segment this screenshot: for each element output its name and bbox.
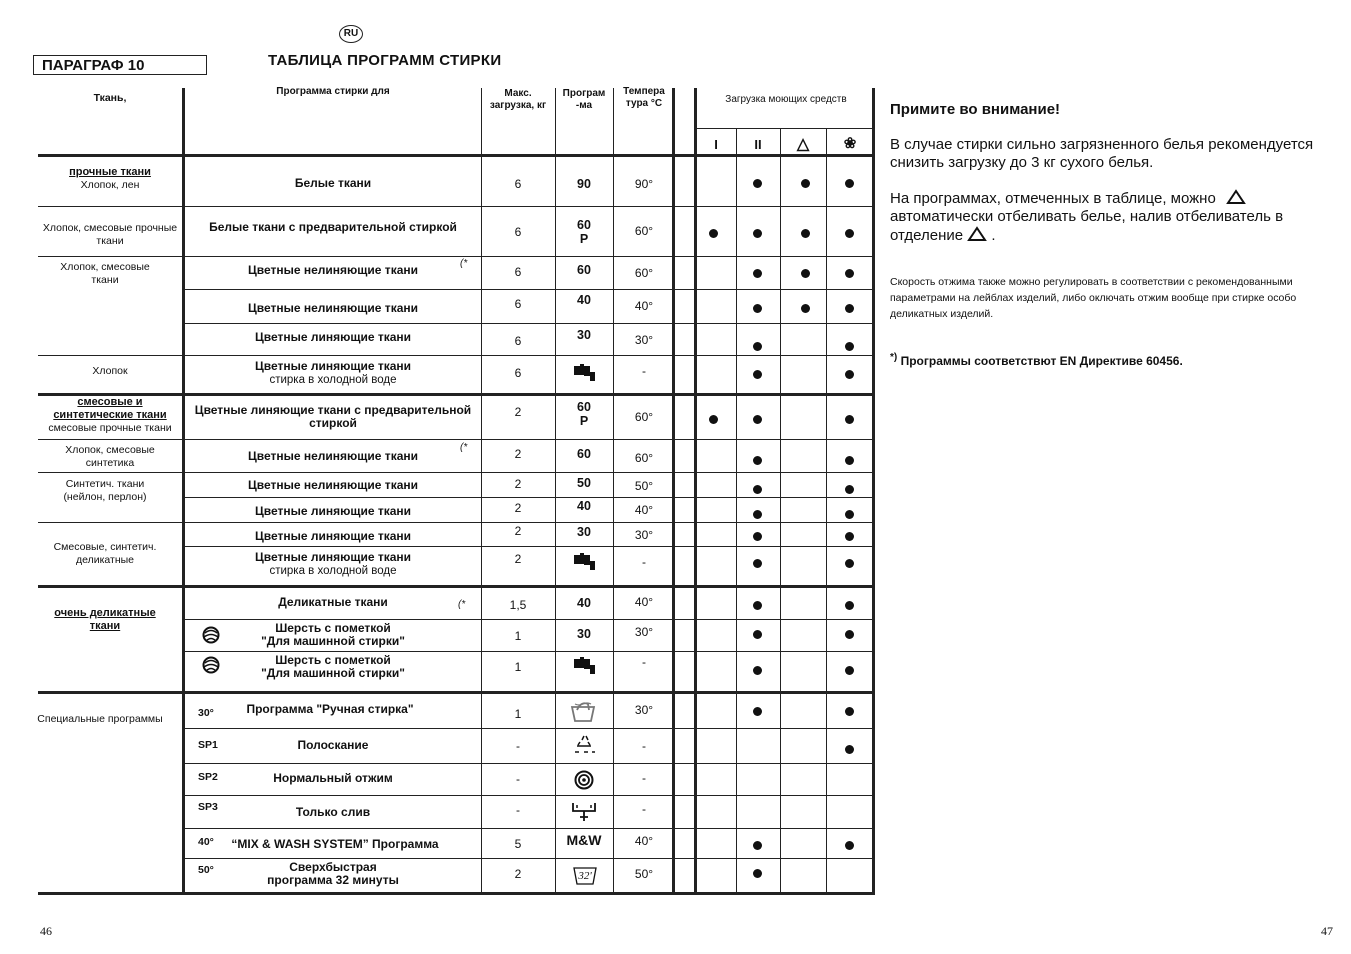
- special-code-sp3: SP3: [198, 801, 218, 813]
- load-value: 2: [514, 405, 522, 419]
- temperature-value: -: [642, 655, 646, 669]
- wool-ball-icon: [201, 626, 221, 644]
- program-code: 30: [577, 328, 591, 342]
- load-value: 6: [514, 177, 522, 191]
- program-row-19: Только слив: [295, 805, 371, 819]
- fabric-special-programs: Специальные программы: [37, 713, 163, 725]
- fabric-group-very-delicate: очень деликатные ткани: [54, 607, 156, 632]
- language-badge: RU: [339, 25, 363, 43]
- col-header-program: Программа стирки для: [276, 86, 390, 97]
- temperature-value: -: [642, 364, 646, 378]
- footnote-flag: (*: [460, 258, 468, 269]
- col-header-load: Макс. загрузка, кг: [489, 88, 547, 111]
- col-header-detergent: Загрузка моющих средств: [725, 94, 847, 105]
- temperature-value: 40°: [634, 299, 654, 313]
- notes-footnote: *) Программы соответствют EN Директиве 60456.: [890, 352, 1183, 368]
- load-value: 6: [514, 366, 522, 380]
- load-value: 2: [514, 477, 522, 491]
- program-row-5: Цветные линяющие ткани: [254, 330, 412, 344]
- special-code-sp2: SP2: [198, 771, 218, 783]
- load-value: -: [516, 803, 520, 817]
- spin-icon: [574, 770, 594, 790]
- temperature-value: 90°: [634, 177, 654, 191]
- program-row-9: Цветные нелиняющие ткани: [248, 478, 418, 492]
- program-row-11: Цветные линяющие ткани: [254, 529, 412, 543]
- program-row-18: Нормальный отжим: [273, 771, 393, 785]
- load-value: 6: [514, 225, 522, 239]
- quick-wash-32-icon: [572, 862, 598, 886]
- program-code: 30: [577, 525, 591, 539]
- program-code: 60: [577, 447, 591, 461]
- temperature-value: 60°: [634, 266, 654, 280]
- fabric-group-mixed-synthetic: смесовые и синтетические ткани смесовые прочные ткани: [48, 396, 172, 434]
- fabric-cotton-mixed-synthetic: Хлопок, смесовые синтетика: [65, 444, 155, 469]
- svg-text:32': 32': [578, 870, 592, 882]
- load-value: 6: [514, 297, 522, 311]
- paragraph-label: ПАРАГРАФ 10: [33, 55, 207, 75]
- cold-water-tap-icon: [572, 362, 598, 382]
- cold-water-tap-icon: [572, 655, 598, 675]
- program-code: 60 P: [577, 400, 591, 428]
- notes-heading: Примите во внимание!: [890, 101, 1061, 118]
- compartment-2-label: II: [754, 137, 762, 152]
- cold-water-tap-icon: [572, 551, 598, 571]
- program-code: 50: [577, 476, 591, 490]
- temperature-value: -: [642, 802, 646, 816]
- bleach-triangle-icon: [967, 226, 987, 242]
- col-header-fabric: Ткань,: [93, 92, 127, 104]
- program-row-8: Цветные нелиняющие ткани: [248, 449, 418, 463]
- fabric-mixed-delicate: Смесовые, синтетич. деликатные: [53, 541, 157, 566]
- notes-paragraph-bleach: На программах, отмеченных в таблице, можно автоматически отбеливать белье, налив отбеливатель в отделение .: [890, 190, 1284, 244]
- temperature-value: 40°: [634, 503, 654, 517]
- temperature-value: 30°: [634, 528, 654, 542]
- page-title: ТАБЛИЦА ПРОГРАММ СТИРКИ: [268, 52, 502, 69]
- program-row-4: Цветные нелиняющие ткани: [248, 301, 418, 315]
- notes-spin-speed: Скорость отжима также можно регулировать в соответствии с рекомендованными параметрами на лейблах изделий, либо оключать отжим вообще при стирке особо деликатных изделий.: [890, 276, 1297, 320]
- temperature-value: -: [642, 771, 646, 785]
- load-value: 2: [514, 552, 522, 566]
- softener-flower-icon: ❀: [843, 135, 857, 152]
- load-value: 2: [514, 867, 522, 881]
- program-row-20: “MIX & WASH SYSTEM” Программа: [231, 837, 439, 851]
- fabric-synthetic-nylon: Синтетич. ткани (нейлон, перлон): [63, 478, 147, 503]
- special-code-hand: 30°: [198, 707, 214, 719]
- program-row-2: Белые ткани с предварительной стиркой: [209, 220, 457, 234]
- program-row-6: Цветные линяющие ткани стирка в холодной воде: [254, 359, 412, 386]
- program-code: 30: [577, 627, 591, 641]
- footnote-flag: (*: [458, 599, 466, 610]
- load-value: 6: [514, 334, 522, 348]
- program-code: 40: [577, 596, 591, 610]
- temperature-value: 30°: [634, 625, 654, 639]
- program-row-17: Полоскание: [297, 738, 369, 752]
- program-row-16: Программа "Ручная стирка": [246, 702, 414, 716]
- load-value: -: [516, 772, 520, 786]
- temperature-value: 30°: [634, 333, 654, 347]
- bleach-triangle-icon: [1226, 189, 1246, 205]
- program-code: 40: [577, 499, 591, 513]
- temperature-value: 60°: [634, 410, 654, 424]
- program-row-3: Цветные нелиняющие ткани: [248, 263, 418, 277]
- program-row-12: Цветные линяющие ткани стирка в холодной воде: [254, 550, 412, 577]
- temperature-value: 60°: [634, 224, 654, 238]
- load-value: 1,5: [509, 598, 527, 612]
- col-header-prog: Програм -ма: [562, 88, 606, 111]
- temperature-value: -: [642, 739, 646, 753]
- program-row-14: Шерсть с пометкой "Для машинной стирки": [261, 621, 405, 648]
- program-row-13: Деликатные ткани: [278, 595, 388, 609]
- temperature-value: 50°: [634, 479, 654, 493]
- temperature-value: 30°: [634, 703, 654, 717]
- program-code: M&W: [566, 832, 602, 848]
- program-row-21: Сверхбыстрая программа 32 минуты: [267, 860, 399, 887]
- wool-ball-icon: [201, 656, 221, 674]
- special-code-sp1: SP1: [198, 739, 218, 751]
- program-row-15: Шерсть с пометкой "Для машинной стирки": [261, 653, 405, 680]
- temperature-value: 60°: [634, 451, 654, 465]
- program-code: 90: [577, 177, 591, 191]
- temperature-value: 40°: [634, 595, 654, 609]
- bleach-triangle-icon: △: [796, 136, 810, 153]
- hand-wash-icon: [569, 698, 597, 724]
- special-code-quick: 50°: [198, 864, 214, 876]
- load-value: 1: [514, 707, 522, 721]
- program-row-10: Цветные линяющие ткани: [254, 504, 412, 518]
- footnote-flag: (*: [460, 442, 468, 453]
- program-code: 60 P: [577, 218, 591, 246]
- temperature-value: 50°: [634, 867, 654, 881]
- program-code: 40: [577, 293, 591, 307]
- program-row-7: Цветные линяющие ткани с предварительной стиркой: [194, 403, 472, 430]
- rinse-icon: [572, 734, 596, 756]
- temperature-value: 40°: [634, 834, 654, 848]
- load-value: 2: [514, 447, 522, 461]
- load-value: 2: [514, 524, 522, 538]
- program-code: 60: [577, 263, 591, 277]
- load-value: 6: [514, 265, 522, 279]
- page-number-left: 46: [40, 924, 52, 938]
- program-row-1: Белые ткани: [294, 176, 372, 190]
- fabric-cotton: Хлопок: [92, 365, 128, 377]
- notes-paragraph-load: В случае стирки сильно загрязненного белья рекомендуется снизить загрузку до 3 кг сухого белья.: [890, 136, 1314, 171]
- load-value: 2: [514, 501, 522, 515]
- special-code-mix: 40°: [198, 836, 214, 848]
- load-value: -: [516, 739, 520, 753]
- col-header-temp: Темпера тура °C: [623, 86, 665, 109]
- page-number-right: 47: [1321, 924, 1333, 938]
- compartment-1-label: I: [714, 137, 718, 152]
- fabric-cotton-mixed-strong: Хлопок, смесовые прочные ткани: [42, 222, 178, 247]
- fabric-group-strong: прочные ткани Хлопок, лен: [69, 166, 151, 191]
- load-value: 5: [514, 837, 522, 851]
- fabric-cotton-mixed: Хлопок, смесовые ткани: [60, 261, 150, 286]
- temperature-value: -: [642, 555, 646, 569]
- load-value: 1: [514, 629, 522, 643]
- load-value: 1: [514, 660, 522, 674]
- drain-icon: [571, 801, 597, 823]
